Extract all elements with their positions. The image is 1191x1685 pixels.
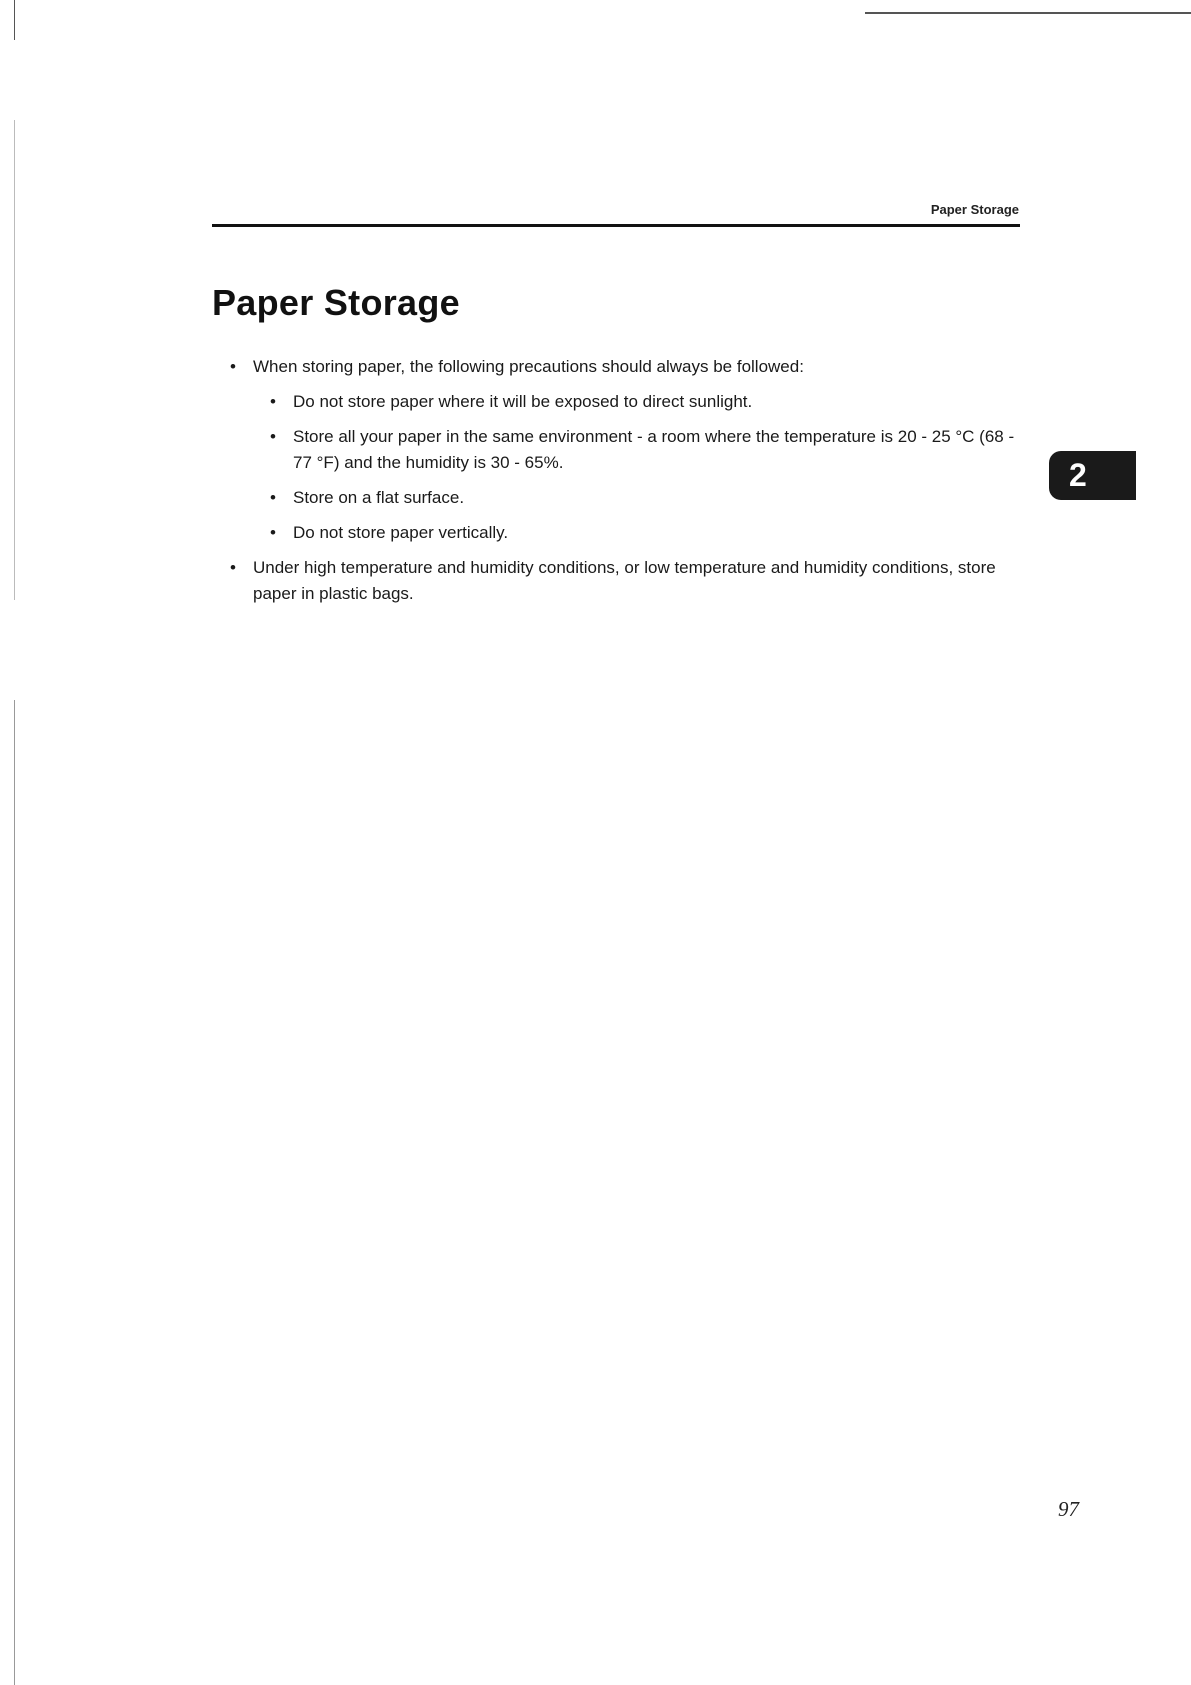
sub-list-item: • Store all your paper in the same environment - a room where the temperature is 20 - 25 °C (68 - 77 °F) and the humidity is 30 - 65%.	[270, 424, 1022, 476]
page-number: 97	[1058, 1497, 1079, 1521]
list-item	[230, 354, 1022, 546]
sub-list-item: • Store on a flat surface.	[270, 485, 1022, 511]
sub-list-item: • Do not store paper where it will be exposed to direct sunlight.	[270, 389, 1022, 415]
sub-list	[253, 389, 1022, 546]
content-list	[230, 354, 1022, 616]
list-item-text: When storing paper, the following precautions should always be followed:	[253, 357, 804, 376]
list-item: • Under high temperature and humidity conditions, or low temperature and humidity conditions, store paper in plastic bags.	[230, 555, 1022, 607]
scan-edge-left	[14, 0, 15, 1685]
sub-list-item: • Do not store paper vertically.	[270, 520, 1022, 546]
chapter-tab: 2	[1049, 451, 1136, 500]
page-title: Paper Storage	[212, 282, 460, 323]
scan-edge-top	[865, 12, 1191, 14]
header-rule	[212, 224, 1020, 227]
running-header: Paper Storage	[930, 202, 1019, 217]
